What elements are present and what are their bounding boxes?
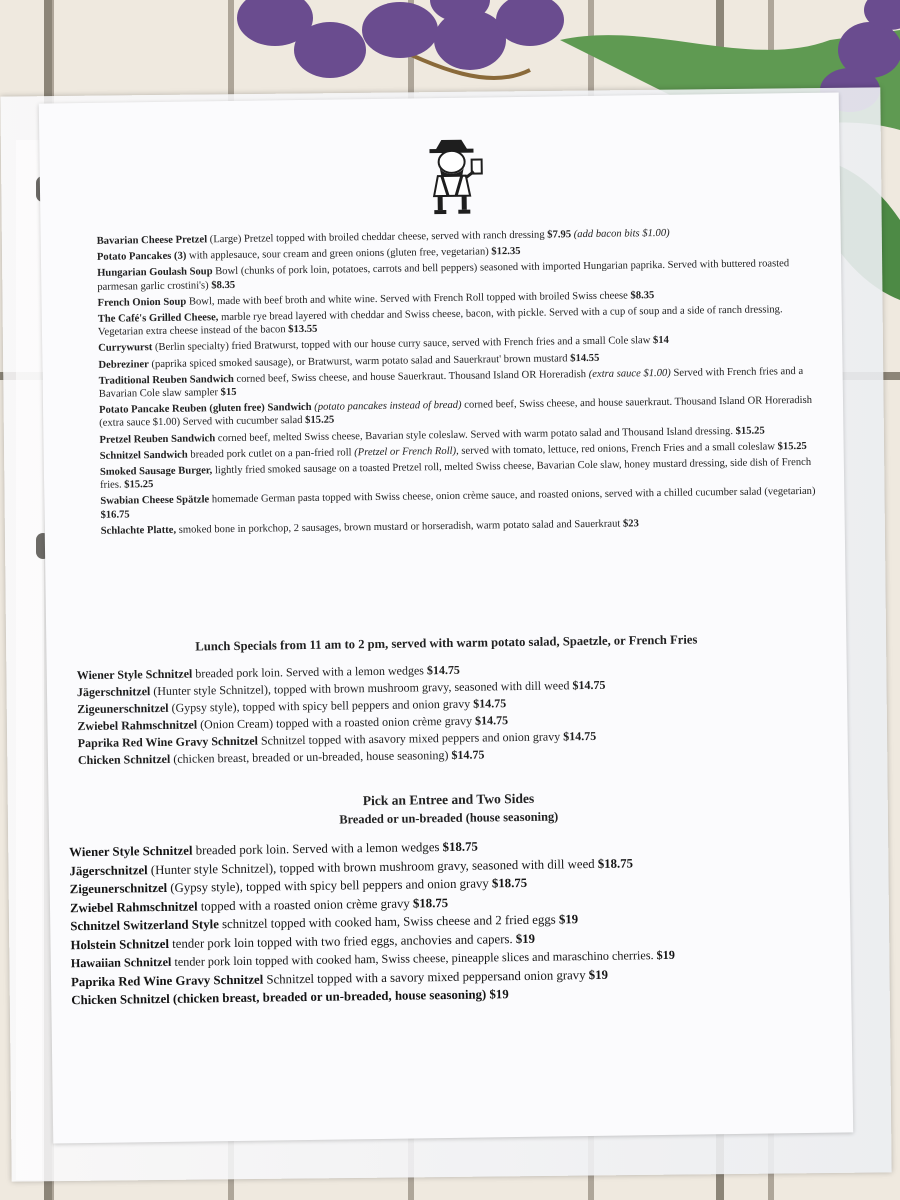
menu-item: Pretzel Reuben Sandwich corned beef, melted Swiss cheese, Bavarian style coleslaw. Served with warm potato salad and Thousand Island dressing. $15.25 <box>99 425 765 446</box>
menu-item: Swabian Cheese Spätzle homemade German pasta topped with Swiss cheese, onion crème sauce, and roasted onions, served with a chilled cucumber salad (vegetarian) $16.75 <box>100 486 816 521</box>
lunch-item: Zwiebel Rahmschnitzel (Onion Cream) topped with a roasted onion crème gravy $14.75 <box>77 713 509 734</box>
appetizer-list <box>97 225 831 541</box>
lunch-item: Chicken Schnitzel (chicken breast, breaded or un-breaded, house seasoning) $14.75 <box>77 747 485 768</box>
lunch-item: Jägerschnitzel (Hunter style Schnitzel), topped with brown mushroom gravy, seasoned with dill weed $14.75 <box>76 677 606 700</box>
menu-item: Schnitzel Sandwich breaded pork cutlet on a pan-fried roll (Pretzel or French Roll), served with tomato, lettuce, red onions, French Fries and a small coleslaw $15.25 <box>99 440 807 462</box>
entree-item: Paprika Red Wine Gravy Schnitzel Schnitzel topped with a savory mixed peppersand onion gravy $19 <box>70 967 609 989</box>
menu-item: Schlachte Platte, smoked bone in porkchop, 2 sausages, brown mustard or horseradish, warm potato salad and Sauerkraut $23 <box>100 518 639 537</box>
bavarian-man-logo <box>411 135 492 216</box>
entree-item: Chicken Schnitzel (chicken breast, breaded or un-breaded, house seasoning) $19 <box>71 987 509 1008</box>
entree-item: Schnitzel Switzerland Style schnitzel topped with cooked ham, Swiss cheese and 2 fried eggs $19 <box>70 912 579 934</box>
lunch-item: Zigeunerschnitzel (Gypsy style), topped with spicy bell peppers and onion gravy $14.75 <box>77 696 507 717</box>
entree-list <box>69 832 861 1010</box>
entree-item: Zwiebel Rahmschnitzel topped with a roasted onion crème gravy $18.75 <box>69 895 449 915</box>
entree-item: Wiener Style Schnitzel breaded pork loin. Served with a lemon wedges $18.75 <box>69 839 478 860</box>
entree-title: Pick an Entree and Two Sides <box>362 790 535 809</box>
menu-item: Potato Pancake Reuben (gluten free) Sandwich (potato pancakes instead of bread) corned beef, Swiss cheese, and house sauerkraut. Thousand Island OR Horeradish (extra sauce $1.00) Served with cucumber salad $15.25 <box>98 395 813 430</box>
entree-item: Zigeunerschnitzel (Gypsy style), topped with spicy bell peppers and onion gravy $18.75 <box>69 875 528 897</box>
menu-item: French Onion Soup Bowl, made with beef broth and white wine. Served with French Roll topped with broiled Swiss cheese $8.35 <box>97 289 655 309</box>
entree-item: Holstein Schnitzel tender pork loin topped with two fried eggs, anchovies and capers. $19 <box>70 931 536 952</box>
entree-subtitle: Breaded or un-breaded (house seasoning) <box>339 809 559 827</box>
menu-item: Traditional Reuben Sandwich corned beef, Swiss cheese, and house Sauerkraut. Thousand Island OR Horeradish (extra sauce $1.00) Served with French fries and a Bavarian Cole slaw sampler $15 <box>98 365 804 400</box>
lunch-specials-title: Lunch Specials from 11 am to 2 pm, served with warm potato salad, Spaetzle, or French Fries <box>195 632 698 654</box>
lunch-specials-list <box>77 657 838 770</box>
menu-item: The Café's Grilled Cheese, marble rye bread layered with cheddar and Swiss cheese, bacon, with pickle. Served with a cup of soup and a side of ranch dressing. Vegetarian extra cheese instead of the bacon $13.55 <box>97 304 783 339</box>
menu-item: Currywurst (Berlin specialty) fried Bratwurst, topped with our house curry sauce, served with French fries and a small Cole slaw $14 <box>98 335 669 355</box>
sleeve-edge <box>16 140 42 1180</box>
menu-item: Hungarian Goulash Soup Bowl (chunks of pork loin, potatoes, carrots and bell peppers) seasoned with imported Hungarian paprika. Served with buttered roasted parmesan garlic crostini's) $8.35 <box>97 258 790 293</box>
menu-item: Potato Pancakes (3) with applesauce, sour cream and green onions (gluten free, vegetarian) $12.35 <box>96 246 521 264</box>
menu-page <box>39 92 853 1143</box>
lunch-item: Paprika Red Wine Gravy Schnitzel Schnitzel topped with asavory mixed peppers and onion gravy $14.75 <box>77 728 597 751</box>
entree-item: Hawaiian Schnitzel tender pork loin topped with cooked ham, Swiss cheese, pineapple slices and maraschino cherries. $19 <box>70 947 675 971</box>
menu-item: Smoked Sausage Burger, lightly fried smoked sausage on a toasted Pretzel roll, melted Swiss cheese, Bavarian Cole slaw, honey mustard dressing, side dish of French fries. $15.25 <box>99 456 812 492</box>
menu-item: Debreziner (paprika spiced smoked sausage), or Bratwurst, warm potato salad and Sauerkraut' brown mustard $14.55 <box>98 352 600 371</box>
menu-item: Bavarian Cheese Pretzel (Large) Pretzel topped with broiled cheddar cheese, served with ranch dressing $7.95 (add bacon bits $1.00) <box>96 227 670 247</box>
lunch-item: Wiener Style Schnitzel breaded pork loin. Served with a lemon wedges $14.75 <box>76 662 460 683</box>
entree-item: Jägerschnitzel (Hunter style Schnitzel), topped with brown mushroom gravy, seasoned with dill weed $18.75 <box>69 855 634 878</box>
